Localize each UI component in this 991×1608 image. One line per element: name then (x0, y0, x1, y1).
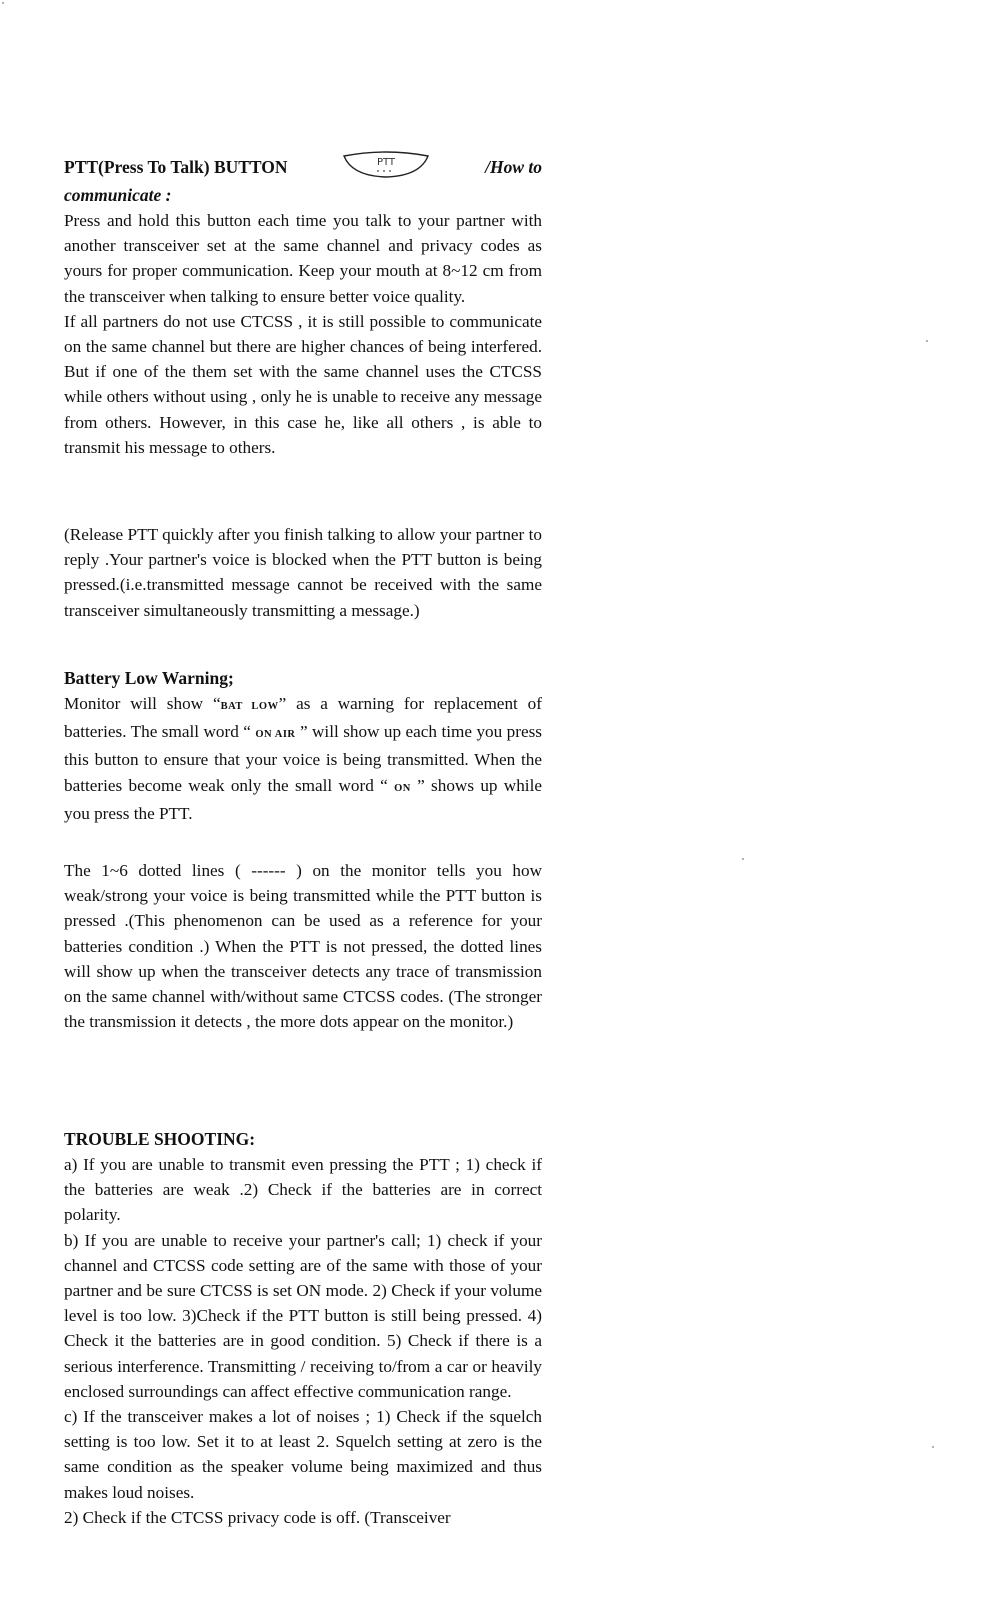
battery-text-2: ” as a warning for replacement of batteries. The small word “ (64, 694, 542, 742)
ptt-title-line2: communicate : (64, 185, 172, 205)
ptt-paragraph-1: Press and hold this button each time you talk to your partner with another transceiver set at the same channel and privacy codes as yours for proper communication. Keep your mouth at 8~12 cm from the transceiver when talking to ensure better voice quality. (64, 211, 542, 306)
ptt-icon-label: PTT (377, 157, 396, 168)
scan-speck (2, 2, 4, 4)
trouble-shooting-section (64, 1127, 542, 1530)
battery-paragraph-2: The 1~6 dotted lines ( ------ ) on the monitor tells you how weak/strong your voice is being transmitted while the PTT button is pressed .(This phenomenon can be used as a reference for your batteries condition .) When the PTT is not pressed, the dotted lines will show up when the transceiver detects any trace of transmission on the same channel with/without same CTCSS codes. (The stronger the transmission it detects , the more dots appear on the monitor.) (64, 861, 542, 1032)
scan-speck (926, 340, 928, 342)
ptt-button-icon (340, 150, 432, 185)
battery-text-4: ” shows up while you press the PTT. (64, 775, 542, 823)
battery-heading: Battery Low Warning; (64, 668, 234, 688)
battery-text-3: ” will show up each time you press this button to ensure that your voice is being transmitted. When the batteries become weak only the small word “ (64, 722, 542, 795)
trouble-item-c2: 2) Check if the CTCSS privacy code is off. (Transceiver (64, 1507, 451, 1527)
trouble-item-a: a) If you are unable to transmit even pressing the PTT ; 1) check if the batteries are weak .2) Check if the batteries are in correct polarity. (64, 1155, 542, 1225)
scan-speck (932, 1446, 934, 1448)
ptt-title-prefix: PTT(Press To Talk) BUTTON (64, 157, 288, 177)
battery-text-1: Monitor will show “ (64, 694, 221, 713)
trouble-heading: TROUBLE SHOOTING: (64, 1129, 256, 1149)
on-label: ON (394, 782, 411, 794)
release-ptt-note (64, 522, 542, 623)
trouble-item-c: c) If the transceiver makes a lot of noises ; 1) Check if the squelch setting is too low. Set it to at least 2. Squelch setting at zero is the same condition as the speaker volume being maximized and thus makes loud noises. (64, 1407, 542, 1502)
ptt-section (64, 150, 542, 460)
bat-low-label: BAT LOW (220, 701, 279, 712)
ptt-paragraph-3: (Release PTT quickly after you finish talking to allow your partner to reply .Your partner's voice is blocked when the PTT button is being pressed.(i.e.transmitted message cannot be received with the same transceiver simultaneously transmitting a message.) (64, 525, 542, 620)
battery-paragraph-1 (64, 691, 542, 826)
ptt-paragraph-2: If all partners do not use CTCSS , it is still possible to communicate on the same channel but there are higher chances of being interfered. But if one of the them set with the same channel uses the CTCSS while others without using , only he is unable to receive any message from others. However, in this case he, like all others , is able to transmit his message to others. (64, 311, 542, 457)
battery-section (64, 666, 542, 826)
ptt-title (64, 150, 542, 185)
scan-speck (742, 858, 744, 860)
on-air-label: ON AIR (255, 729, 296, 741)
trouble-item-b: b) If you are unable to receive your partner's call; 1) check if your channel and CTCSS code setting are of the same with those of your partner and be sure CTCSS is set ON mode. 2) Check if your volume level is too low. 3)Check if the PTT button is still being pressed. 4) Check it the batteries are in good condition. 5) Check if there is a serious interference. Transmitting / receiving to/from a car or heavily enclosed surroundings can affect effective communication range. (64, 1230, 542, 1401)
dotted-lines-section (64, 858, 542, 1034)
ptt-title-suffix: /How to (485, 157, 542, 177)
